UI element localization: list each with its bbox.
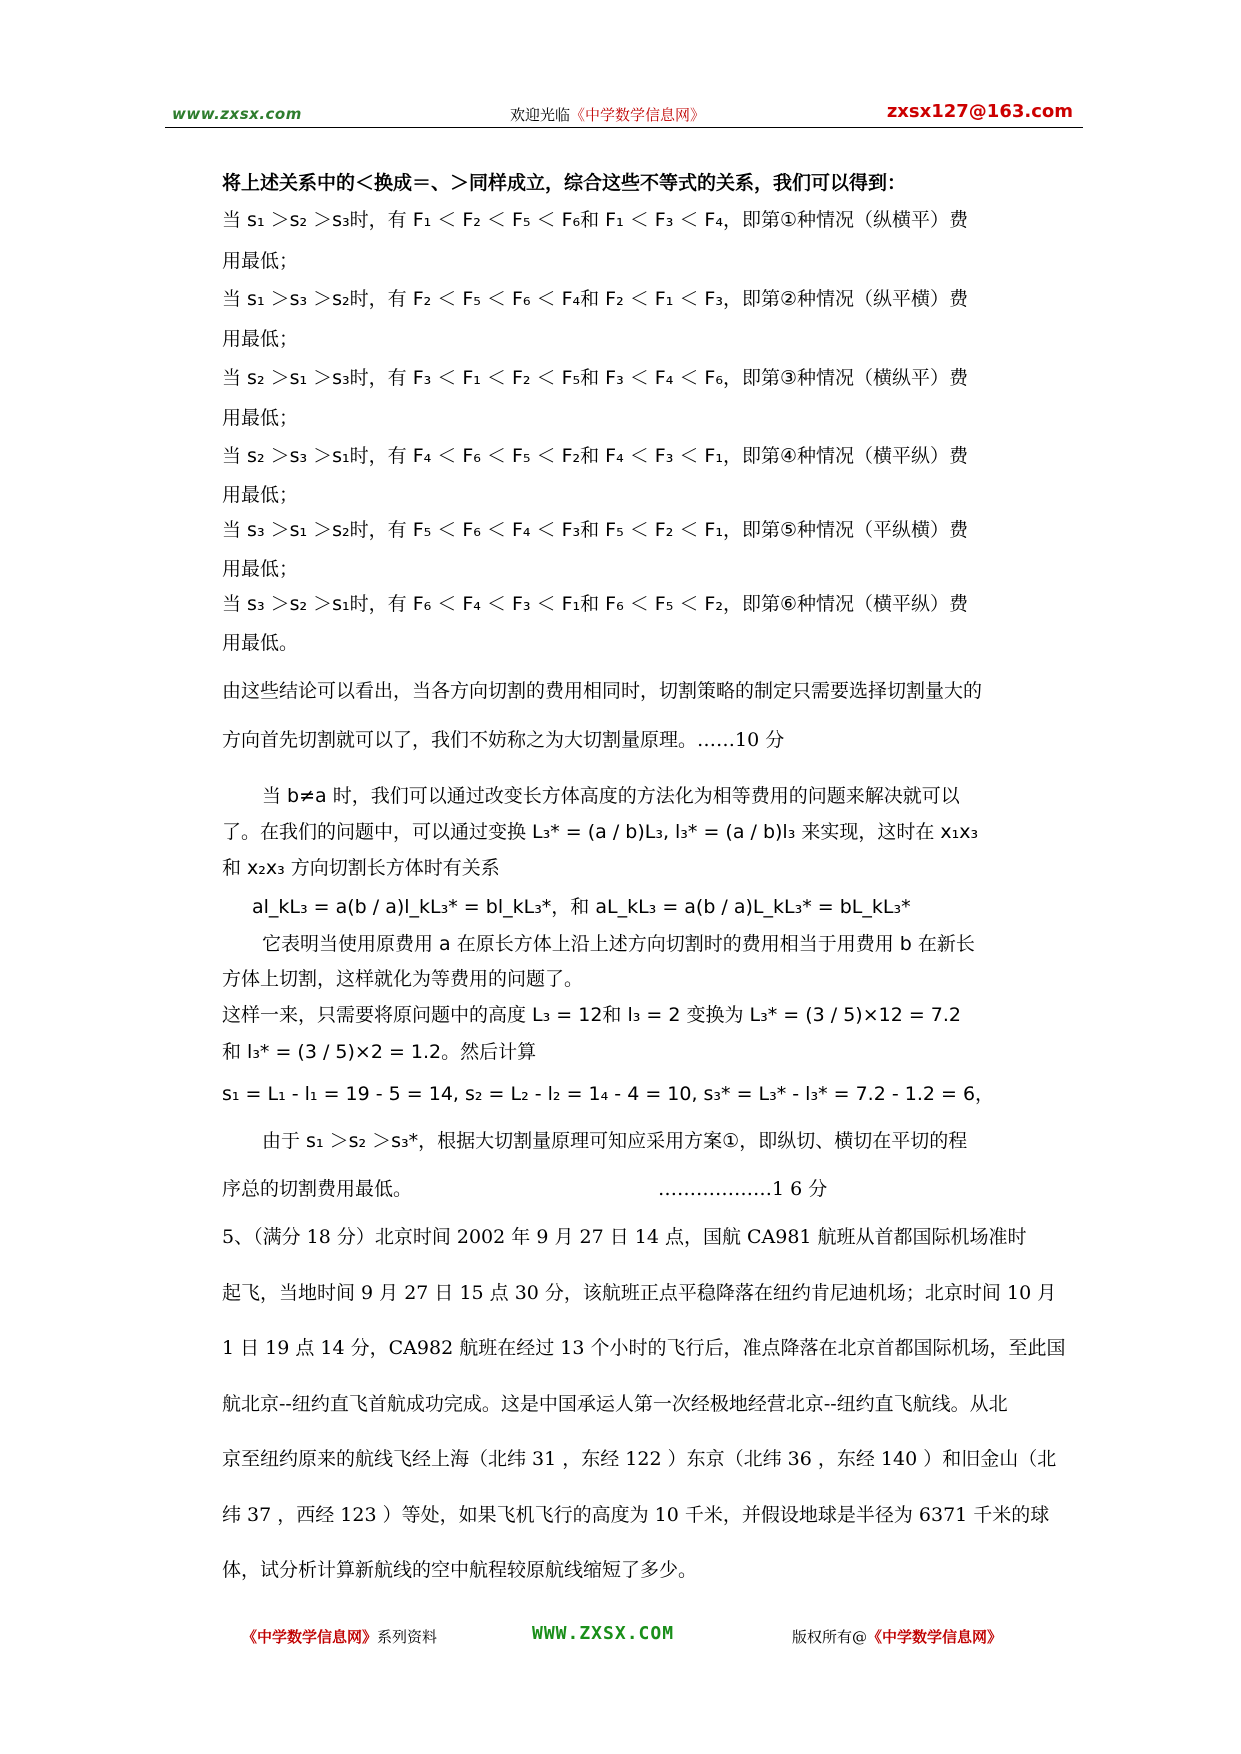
text-line: 当 s₃ ＞s₁ ＞s₂时，有 F₅ ＜ F₆ ＜ F₄ ＜ F₃和 F₅ ＜ F₂ ＜ F₁，即第⑤种情况（平纵横）费 (222, 519, 968, 541)
text-line: 当 s₁ ＞s₂ ＞s₃时，有 F₁ ＜ F₂ ＜ F₅ ＜ F₆和 F₁ ＜ F₃ ＜ F₄，即第①种情况（纵横平）费 (222, 209, 968, 231)
text-line: 京至纽约原来的航线飞经上海（北纬 31 ，东经 122 ）东京（北纬 36 ，东经 140 ）和旧金山（北 (222, 1448, 1057, 1470)
formula-line: s₁ = L₁ - l₁ = 19 - 5 = 14, s₂ = L₂ - l₂ = 1₄ - 4 = 10, s₃* = L₃* - l₃* = 7.2 - 1.2 = 6， (222, 1083, 995, 1105)
text-line: 由于 s₁ ＞s₂ ＞s₃*，根据大切割量原理可知应采用方案①，即纵切、横切在平切的程 (262, 1130, 968, 1152)
text-line: 当 s₃ ＞s₂ ＞s₁时，有 F₆ ＜ F₄ ＜ F₃ ＜ F₁和 F₆ ＜ F₅ ＜ F₂，即第⑥种情况（横平纵）费 (222, 593, 968, 615)
text-line: 用最低； (222, 328, 299, 350)
text-line: 序总的切割费用最低。 (222, 1178, 413, 1200)
footer-left: 《中学数学信息网》系列资料 (242, 1628, 438, 1646)
text-line: 用最低； (222, 407, 299, 429)
site-logo: www.zxsx.com (172, 105, 302, 123)
welcome-text: 欢迎光临《中学数学信息网》 (510, 106, 706, 124)
footer-right: 版权所有@《中学数学信息网》 (792, 1628, 1003, 1646)
text-line: 当 s₂ ＞s₁ ＞s₃时，有 F₃ ＜ F₁ ＜ F₂ ＜ F₅和 F₃ ＜ F₄ ＜ F₆，即第③种情况（横纵平）费 (222, 367, 968, 389)
text-line: 体，试分析计算新航线的空中航程较原航线缩短了多少。 (222, 1559, 698, 1581)
footer-url: WWW.ZXSX.COM (532, 1623, 675, 1644)
formula-line: al_kL₃ = a(b / a)l_kL₃* = bl_kL₃*，和 aL_kL₃ = a(b / a)L_kL₃* = bL_kL₃* (252, 896, 911, 918)
text-line: 了。在我们的问题中，可以通过变换 L₃* = (a / b)L₃, l₃* = (a / b)l₃ 来实现，这时在 x₁x₃ (222, 821, 979, 843)
text-line: 用最低。 (222, 632, 299, 654)
footer-site-name: 《中学数学信息网》 (242, 1628, 378, 1646)
score-marker: ………………1 6 分 (658, 1178, 828, 1200)
text-line: 1 日 19 点 14 分，CA982 航班在经过 13 个小时的飞行后，准点降落在北京首都国际机场，至此国 (222, 1337, 1066, 1359)
text-line: 它表明当使用原费用 a 在原长方体上沿上述方向切割时的费用相当于用费用 b 在新长 (262, 933, 975, 955)
text-line: 纬 37 ，西经 123 ）等处，如果飞机飞行的高度为 10 千米，并假设地球是半径为 6371 千米的球 (222, 1504, 1050, 1526)
text-line: 起飞，当地时间 9 月 27 日 15 点 30 分，该航班正点平稳降落在纽约肯尼迪机场；北京时间 10 月 (222, 1282, 1057, 1304)
text-line: 这样一来，只需要将原问题中的高度 L₃ = 12和 l₃ = 2 变换为 L₃* = (3 / 5)×12 = 7.2 (222, 1004, 962, 1026)
text-line: 方向首先切割就可以了，我们不妨称之为大切割量原理。……10 分 (222, 729, 785, 751)
text-line: 当 s₂ ＞s₃ ＞s₁时，有 F₄ ＜ F₆ ＜ F₅ ＜ F₂和 F₄ ＜ F₃ ＜ F₁，即第④种情况（横平纵）费 (222, 445, 968, 467)
text-line: 由这些结论可以看出，当各方向切割的费用相同时，切割策略的制定只需要选择切割量大的 (222, 680, 983, 702)
text-line: 航北京--纽约直飞首航成功完成。这是中国承运人第一次经极地经营北京--纽约直飞航线。从北 (222, 1393, 1008, 1415)
text-line: 方体上切割，这样就化为等费用的问题了。 (222, 968, 584, 990)
text-line: 将上述关系中的＜换成＝、＞同样成立，综合这些不等式的关系，我们可以得到： (222, 172, 907, 194)
page-header (165, 96, 1083, 128)
text-line: 用最低； (222, 484, 299, 506)
footer-copyright-site: 《中学数学信息网》 (867, 1628, 1003, 1646)
text-line: 用最低； (222, 558, 299, 580)
header-divider (165, 127, 1083, 128)
text-line: 当 s₁ ＞s₃ ＞s₂时，有 F₂ ＜ F₅ ＜ F₆ ＜ F₄和 F₂ ＜ F₁ ＜ F₃，即第②种情况（纵平横）费 (222, 288, 968, 310)
text-line: 用最低； (222, 250, 299, 272)
text-line: 当 b≠a 时，我们可以通过改变长方体高度的方法化为相等费用的问题来解决就可以 (262, 785, 960, 807)
text-line: 5、（满分 18 分）北京时间 2002 年 9 月 27 日 14 点，国航 CA981 航班从首都国际机场准时 (222, 1226, 1027, 1248)
text-line: 和 l₃* = (3 / 5)×2 = 1.2。然后计算 (222, 1041, 537, 1063)
text-line: 和 x₂x₃ 方向切割长方体时有关系 (222, 857, 500, 879)
welcome-site-name: 《中学数学信息网》 (570, 106, 706, 124)
contact-email: zxsx127@163.com (886, 101, 1073, 122)
